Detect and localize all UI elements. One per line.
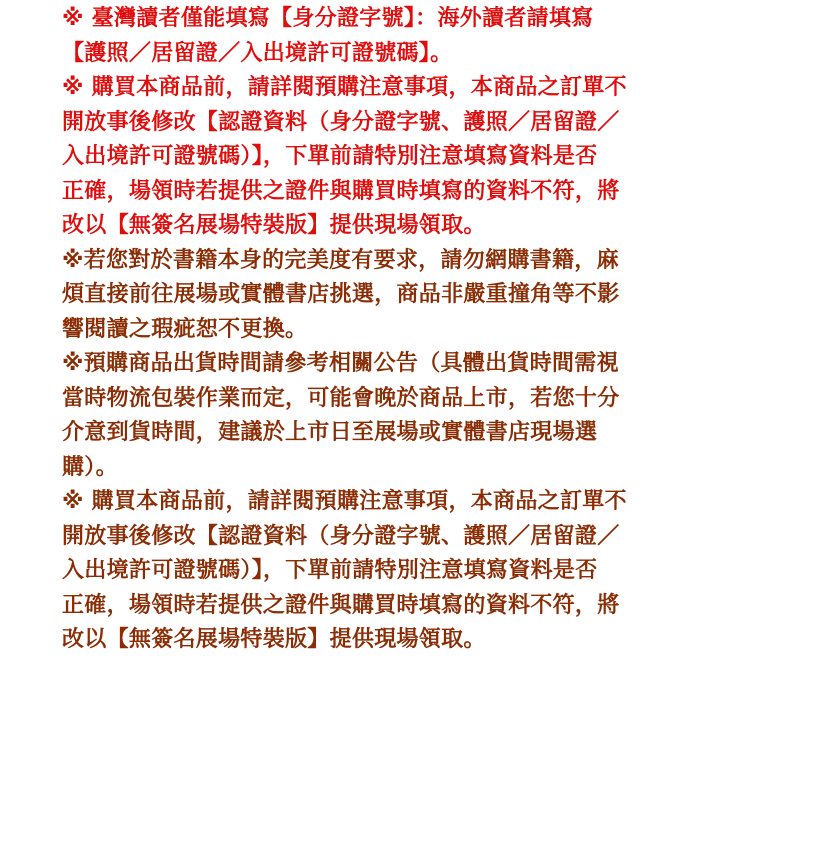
notice-line: 開放事後修改【認證資料（身分證字號、護照／居留證／ (62, 523, 620, 549)
notice-line: 【護照／居留證／入出境許可證號碼】。 (62, 40, 453, 66)
notice-line: 正確，場領時若提供之證件與購買時填寫的資料不符，將 (62, 178, 620, 204)
notice-line: 入出境許可證號碼）】，下單前請特別注意填寫資料是否 (62, 144, 598, 169)
notice-line: 介意到貨時間，建議於上市日至展場或實體書店現場選 (62, 420, 598, 445)
notice-line: 購）。 (62, 454, 118, 480)
notice-line: ※若您對於書籍本身的完美度有要求，請勿網購書籍，麻 (62, 247, 619, 273)
notice-line: ※預購商品出貨時間請參考相關公告（具體出貨時間需視 (62, 351, 619, 376)
notice-line: ※ 購買本商品前，請詳閱預購注意事項，本商品之訂單不 (62, 75, 627, 100)
notice-id-requirement (62, 2, 782, 71)
notice-shipping-time (62, 347, 782, 485)
notice-line: 開放事後修改【認證資料（身分證字號、護照／居留證／ (62, 109, 620, 135)
notice-line: ※ 臺灣讀者僅能填寫【身分證字號】：海外讀者請填寫 (62, 6, 594, 31)
notice-line: 煩直接前往展場或實體書店挑選，商品非嚴重撞角等不影 (62, 282, 620, 307)
notice-line: 改以【無簽名展場特裝版】提供現場領取。 (62, 213, 486, 238)
notice-line: 響閱讀之瑕疵恕不更換。 (62, 316, 308, 342)
purchase-notice (62, 0, 782, 658)
notice-preorder-red (62, 71, 782, 244)
notice-line: 當時物流包裝作業而定，可能會晚於商品上市，若您十分 (62, 385, 620, 411)
notice-line: 入出境許可證號碼）】，下單前請特別注意填寫資料是否 (62, 558, 598, 583)
notice-preorder-brown (62, 485, 782, 658)
notice-line: 正確，場領時若提供之證件與購買時填寫的資料不符，將 (62, 592, 620, 618)
notice-line: ※ 購買本商品前，請詳閱預購注意事項，本商品之訂單不 (62, 489, 627, 514)
notice-line: 改以【無簽名展場特裝版】提供現場領取。 (62, 627, 486, 652)
notice-book-condition (62, 244, 782, 348)
